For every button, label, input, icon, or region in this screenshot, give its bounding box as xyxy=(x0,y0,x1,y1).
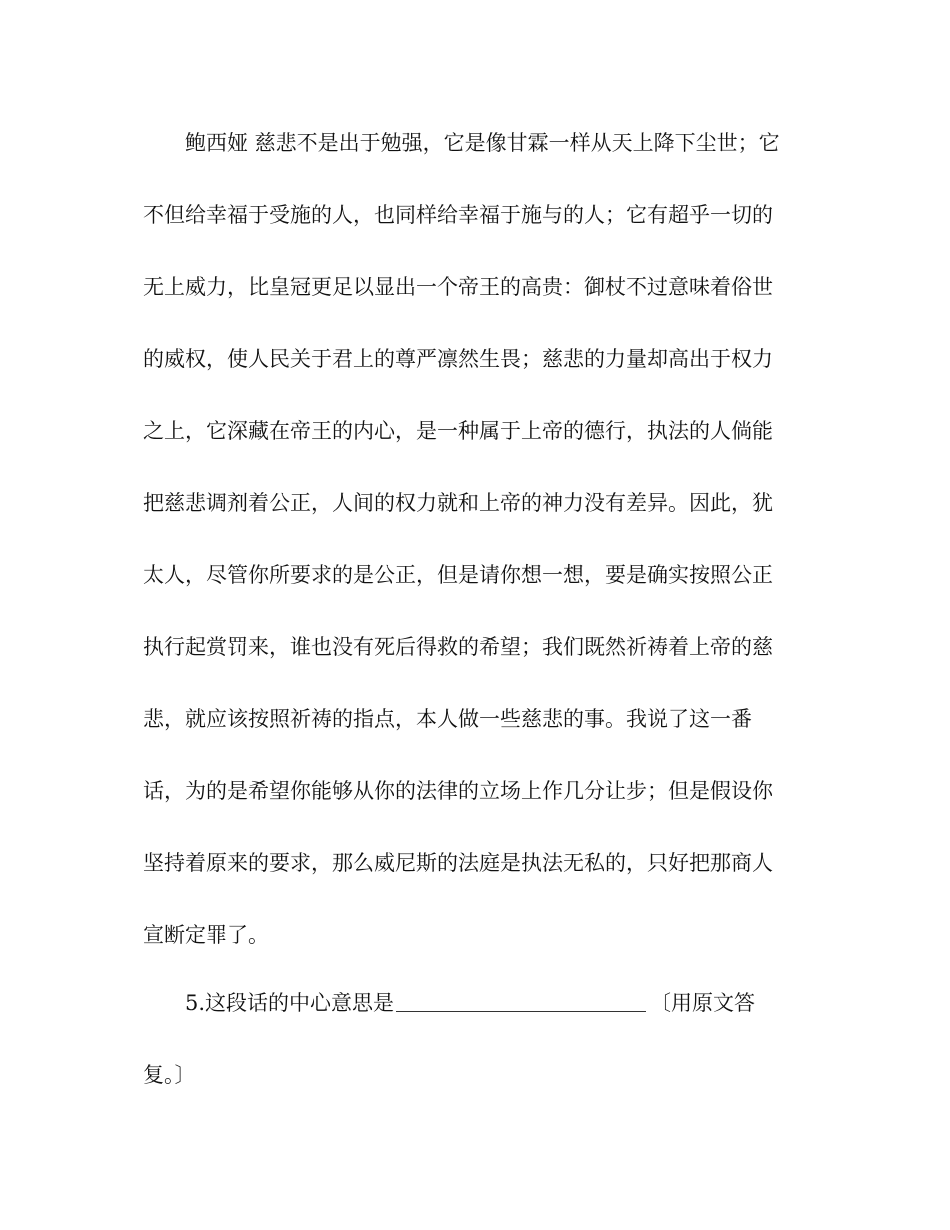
passage-line-6: 把慈悲调剂着公正，人间的权力就和上帝的神力没有差异。因此，犹 xyxy=(143,491,773,515)
passage-line-5: 之上，它深藏在帝王的内心，是一种属于上帝的德行，执法的人倘能 xyxy=(143,419,773,443)
passage-line-9: 悲，就应该按照祈祷的指点，本人做一些慈悲的事。我说了这一番 xyxy=(143,707,752,731)
passage-line-3: 无上威力，比皇冠更足以显出一个帝王的高贵：御杖不过意味着俗世 xyxy=(143,275,773,299)
passage-line-8: 执行起赏罚来，谁也没有死后得救的希望；我们既然祈祷着上帝的慈 xyxy=(143,635,773,659)
question-5 xyxy=(185,989,865,1017)
passage-line-10: 话，为的是希望你能够从你的法律的立场上作几分让步；但是假设你 xyxy=(143,779,773,803)
passage-line-11: 坚持着原来的要求，那么威尼斯的法庭是执法无私的，只好把那商人 xyxy=(143,851,773,875)
question-continuation: 复。〕 xyxy=(143,1063,196,1087)
passage-line-4: 的威权，使人民关于君上的尊严凛然生畏；慈悲的力量却高出于权力 xyxy=(143,347,773,371)
passage-line-2: 不但给幸福于受施的人，也同样给幸福于施与的人；它有超乎一切的 xyxy=(143,203,773,227)
question-prompt: 5.这段话的中心意思是 xyxy=(185,991,395,1015)
passage-line-1: 鲍西娅 慈悲不是出于勉强，它是像甘霖一样从天上降下尘世；它 xyxy=(185,131,780,155)
passage-line-7: 太人，尽管你所要求的是公正，但是请你想一想，要是确实按照公正 xyxy=(143,563,773,587)
answer-blank[interactable] xyxy=(396,991,646,1012)
question-suffix: 〔用原文答 xyxy=(650,991,756,1015)
passage-line-12: 宣断定罪了。 xyxy=(143,923,269,947)
